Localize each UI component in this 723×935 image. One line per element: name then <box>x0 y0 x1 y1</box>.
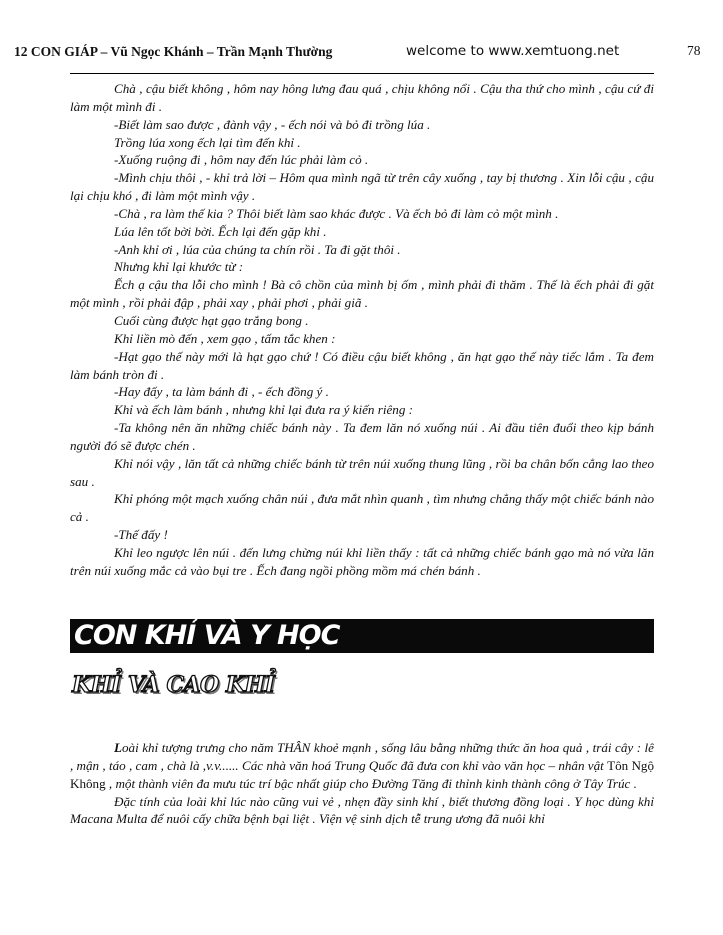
paragraph: -Hay đấy , ta làm bánh đi , - ếch đồng ý . <box>114 384 329 400</box>
paragraph: Chà , cậu biết không , hôm nay hông lưng đau quá , chịu không nổi . Cậu tha thứ cho mình , cậu cứ đi làm một mình đi . <box>70 81 654 114</box>
story-text <box>70 80 654 580</box>
paragraph: -Hạt gạo thế này mới là hạt gạo chứ ! Có điều cậu biết không , ăn hạt gạo thế này tiếc lắm . Ta đem làm bánh tròn đi . <box>70 348 654 382</box>
paragraph <box>70 739 654 793</box>
paragraph: Cuối cùng được hạt gạo trắng bong . <box>114 312 309 328</box>
page-header <box>14 44 714 64</box>
paragraph: Lúa lên tốt bời bời. Ếch lại đến gặp khỉ . <box>114 223 327 239</box>
subsection-title: KHỈ VÀ CAO KHỈ <box>72 672 275 698</box>
page-number: 78 <box>687 43 701 58</box>
paragraph: Khỉ phóng một mạch xuống chân núi , đưa mắt nhìn quanh , tìm nhưng chẳng thấy một chiếc bánh nào cả . <box>70 491 654 525</box>
paragraph: Nhưng khỉ lại khước từ : <box>114 259 244 275</box>
section-text <box>70 739 654 828</box>
character-name: Tôn Ngộ Không <box>70 757 655 791</box>
paragraph: Khỉ leo ngược lên núi . đến lưng chừng núi khỉ liền thấy : tất cả những chiếc bánh gạo mà nó vừa lăn trên núi xuống mắc cả vào bụi tre . Ếch đang ngồi phồng mồm má chén bánh . <box>70 544 654 578</box>
paragraph: -Ta không nên ăn những chiếc bánh này . Ta đem lăn nó xuống núi . Ai đầu tiên đuổi theo kịp bánh người đó sẽ được chén . <box>70 420 654 453</box>
paragraph: Trồng lúa xong ếch lại tìm đến khỉ . <box>114 134 301 150</box>
paragraph: Khỉ liền mò đến , xem gạo , tấm tắc khen : <box>114 330 336 346</box>
paragraph: -Thế đấy ! <box>114 527 168 543</box>
header-book-title: 12 CON GIÁP – Vũ Ngọc Khánh – Trần Mạnh Thường <box>14 44 333 59</box>
header-rule <box>70 73 654 74</box>
paragraph: -Biết làm sao được , đành vậy , - ếch nói và bỏ đi trồng lúa . <box>114 116 431 132</box>
paragraph: Ếch ạ cậu tha lỗi cho mình ! Bà cô chồn của mình bị ốm , mình phải đi thăm . Thế là ếch phải đi gặt một mình , rồi phải đập , phải xay , phải phơi , phải giã . <box>70 277 654 311</box>
paragraph: Khỉ và ếch làm bánh , nhưng khỉ lại đưa ra ý kiến riêng : <box>114 402 414 418</box>
paragraph: -Mình chịu thôi , - khỉ trả lời – Hôm qua mình ngã từ trên cây xuống , tay bị thương . Xin lỗi cậu , cậu lại chịu khó , đi làm một mình vậy . <box>70 170 654 204</box>
paragraph-text: , một thành viên đa mưu túc trí bậc nhất giúp cho Đường Tăng đi thỉnh kinh thành công ở Tây Trúc . <box>105 775 637 791</box>
paragraph-text: oài khỉ tượng trưng cho năm THÂN khoẻ mạnh , sống lâu bằng những thức ăn hoa quả , trái cây : lê , mận , táo , cam , chà là ,v.v...... Các nhà văn hoá Trung Quốc đã đưa con khỉ vào văn học – nhân vật <box>70 740 654 773</box>
paragraph: Khỉ nói vậy , lăn tất cả những chiếc bánh từ trên núi xuống thung lũng , rồi ba chân bốn cẳng lao theo sau . <box>70 455 654 489</box>
header-website: welcome to www.xemtuong.net <box>406 43 620 59</box>
paragraph: Đặc tính của loài khỉ lúc nào cũng vui vẻ , nhẹn đầy sinh khí , biết thương đồng loại . Y học dùng khỉ Macana Multa để nuôi cấy chữa bệnh bại liệt . Viện vệ sinh dịch tễ trung ương đã nuôi khỉ <box>70 793 654 827</box>
paragraph: -Xuống ruộng đi , hôm nay đến lúc phải làm cỏ . <box>114 152 369 168</box>
section-title: CON KHỈ VÀ Y HỌC <box>74 620 340 651</box>
paragraph: -Anh khỉ ơi , lúa của chúng ta chín rồi . Ta đi gặt thôi . <box>114 241 401 257</box>
drop-cap: L <box>114 740 122 755</box>
section-banner <box>70 619 654 653</box>
paragraph: -Chà , ra làm thế kia ? Thôi biết làm sao khác được . Và ếch bỏ đi làm cỏ một mình . <box>114 205 559 221</box>
